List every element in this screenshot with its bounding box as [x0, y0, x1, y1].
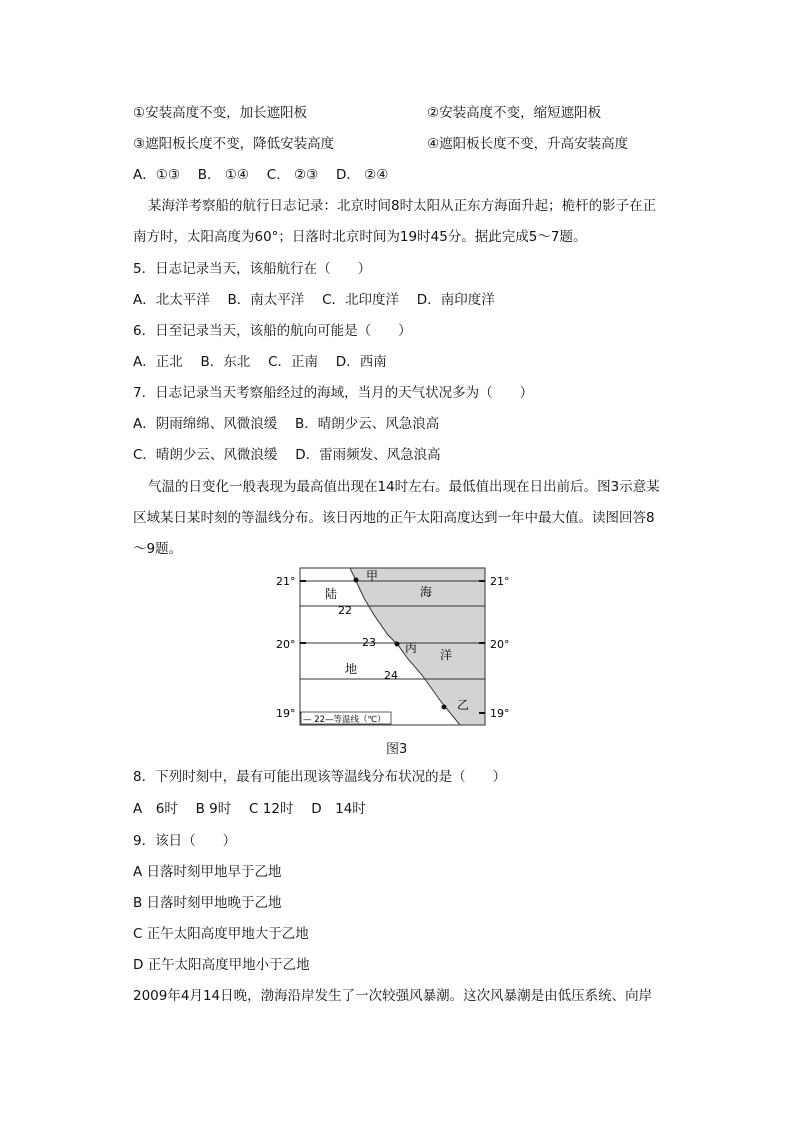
label-sea-2: 洋 — [440, 648, 453, 662]
figure-caption: 图3 — [386, 742, 408, 757]
legend-text: — 22—等温线（℃） — [303, 715, 386, 725]
q9-option-d: D 正午太阳高度甲地小于乙地 — [133, 957, 310, 973]
q8-choices: A 6时 B 9时 C 12时 D 14时 — [133, 801, 366, 817]
q9-option-c: C 正午太阳高度甲地大于乙地 — [133, 926, 309, 942]
label-jia: 甲 — [366, 569, 379, 583]
label-sea-1: 海 — [420, 585, 433, 599]
point-bing — [395, 642, 400, 647]
isotherm-value-24: 24 — [384, 669, 398, 682]
label-land-1: 陆 — [325, 587, 338, 601]
q5-choices: A．北太平洋 B．南太平洋 C．北印度洋 D．南印度洋 — [133, 292, 495, 308]
isotherm-value-23: 23 — [362, 636, 376, 649]
lat-label-right-21: 21° — [490, 575, 510, 588]
label-land-2: 地 — [345, 662, 358, 676]
q4-option-3: ③遮阳板长度不变，降低安装高度 — [133, 136, 335, 152]
lat-label-right-19: 19° — [490, 707, 510, 720]
lat-label-right-20: 20° — [490, 638, 510, 651]
q8-stem: 8．下列时刻中，最有可能出现该等温线分布状况的是（ ） — [133, 769, 507, 785]
passage-ship-log: 某海洋考察船的航行日志记录：北京时间8时太阳从正东方海面升起；桅杆的影子在正南方时，太阳高度为60°；日落时北京时间为19时45分。据此完成5～7题。 — [133, 198, 657, 245]
lat-label-left-21: 21° — [276, 575, 296, 588]
passage-temperature: 气温的日变化一般表现为最高值出现在14时左右。最低值出现在日出前后。图3示意某区域某日某时刻的等温线分布。该日丙地的正午太阳高度达到一年中最大值。读图回答8～9题。 — [133, 479, 660, 557]
q7-stem: 7．日志记录当天考察船经过的海域，当月的天气状况多为（ ） — [133, 385, 534, 401]
point-jia — [354, 578, 359, 583]
lat-label-left-19: 19° — [276, 707, 296, 720]
label-yi: 乙 — [457, 698, 470, 712]
passage-storm-surge: 2009年4月14日晚，渤海沿岸发生了一次较强风暴潮。这次风暴潮是由低压系统、向岸 — [133, 988, 653, 1004]
q4-option-2: ②安装高度不变，缩短遮阳板 — [427, 105, 602, 121]
label-bing: 丙 — [405, 641, 418, 655]
point-yi — [442, 705, 447, 710]
q7-choices-cd: C．晴朗少云、风微浪缓 D．雷雨频发、风急浪高 — [133, 447, 441, 463]
q4-choices: A．①③ B． ①④ C． ②③ D． ②④ — [133, 167, 389, 183]
q6-choices: A．正北 B．东北 C．正南 D．西南 — [133, 354, 387, 370]
q7-choices-ab: A．阴雨绵绵、风微浪缓 B．晴朗少云、风急浪高 — [133, 416, 440, 432]
q4-option-4: ④遮阳板长度不变，升高安装高度 — [427, 136, 629, 152]
isotherm-value-22: 22 — [338, 604, 352, 617]
q5-stem: 5．日志记录当天，该船航行在（ ） — [133, 261, 372, 277]
q9-option-a: A 日落时刻甲地早于乙地 — [133, 864, 282, 880]
q6-stem: 6．日至记录当天，该船的航向可能是（ ） — [133, 323, 412, 339]
q9-option-b: B 日落时刻甲地晚于乙地 — [133, 895, 282, 911]
q9-stem: 9．该日（ ） — [133, 833, 237, 849]
figure-3-isotherm-map — [270, 563, 530, 738]
q4-option-1: ①安装高度不变，加长遮阳板 — [133, 105, 308, 121]
lat-label-left-20: 20° — [276, 638, 296, 651]
